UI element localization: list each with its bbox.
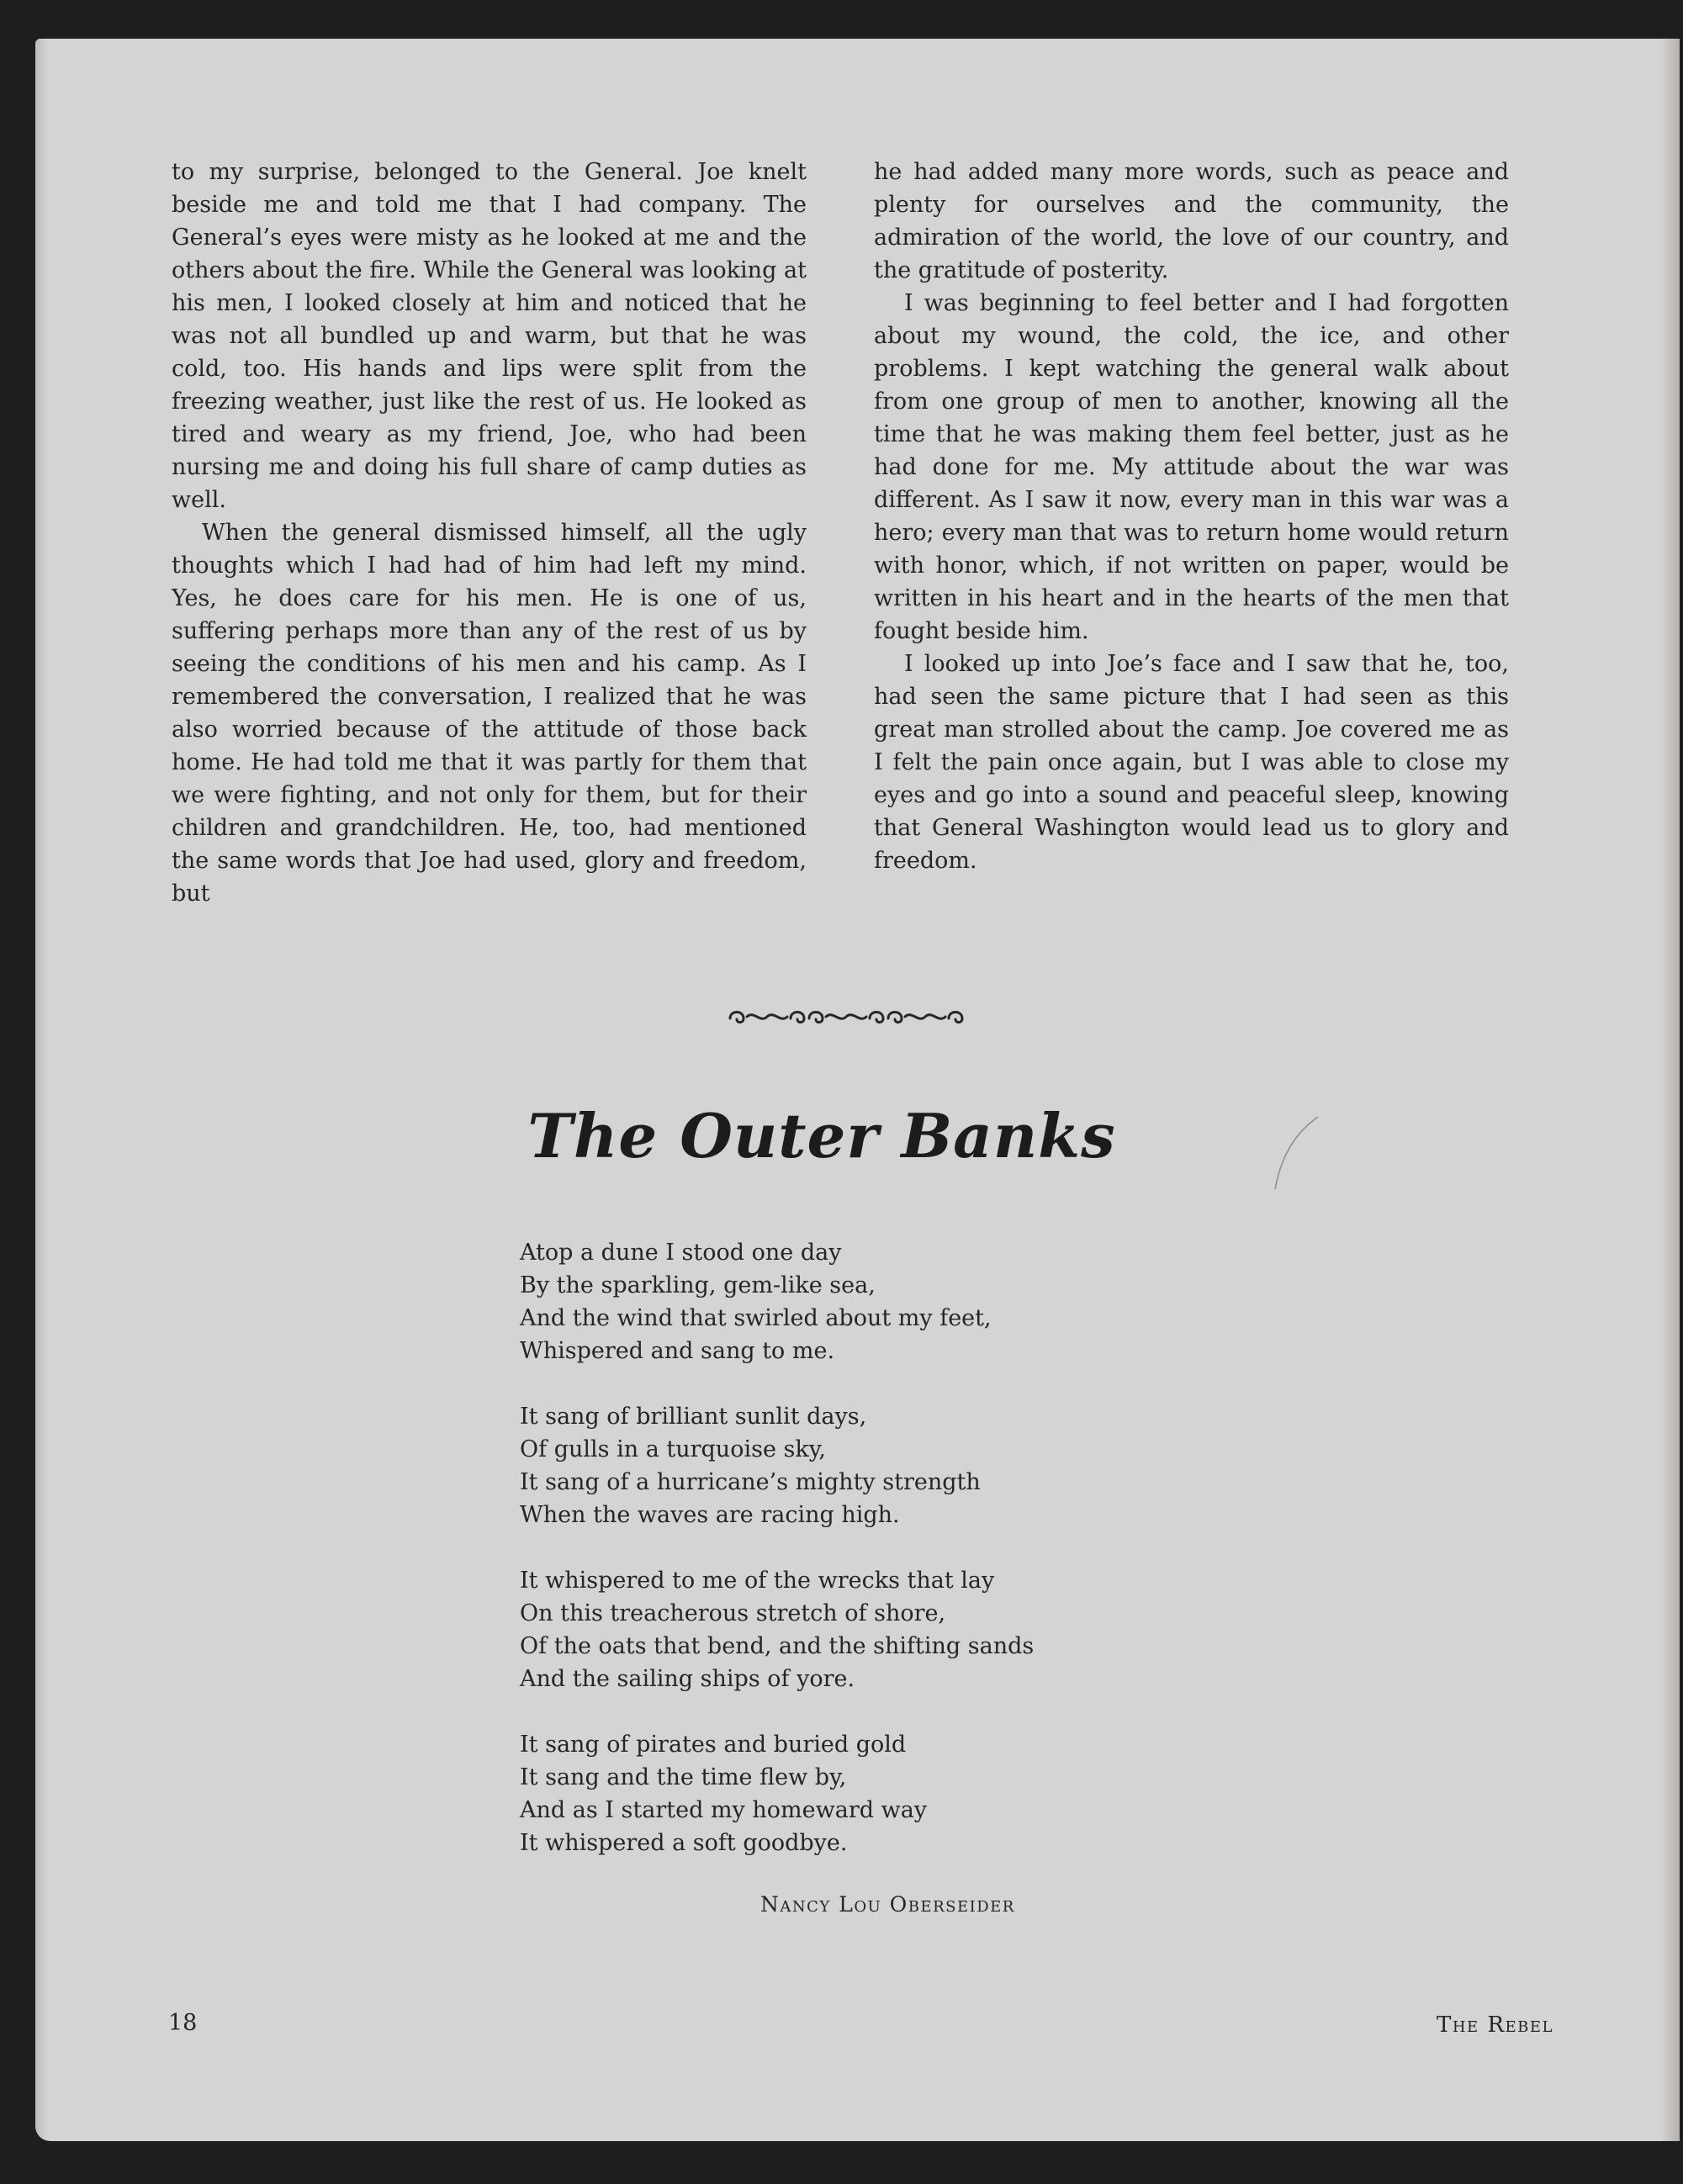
poem-stanza (520, 1728, 1193, 1859)
left-column (172, 156, 807, 910)
poem-author: Nancy Lou Oberseider (760, 1892, 1015, 1917)
scroll-ornament-icon (722, 1000, 1008, 1034)
poem-line: It whispered to me of the wrecks that lay (520, 1568, 995, 1594)
paragraph: to my surprise, belonged to the General. Joe knelt beside me and told me that I had company. The General’s eyes were misty as he looked at me and the others about the fire. While the General was looking at his men, I looked closely at him and noticed that he was not all bundled up and warm, but that he was cold, too. His hands and lips were split from the freezing weather, just like the rest of us. He looked as tired and weary as my friend, Joe, who had been nursing me and doing his full share of camp duties as well. (172, 159, 807, 513)
poem-line: It sang of pirates and buried gold (520, 1732, 907, 1758)
poem-line: Whispered and sang to me. (520, 1338, 835, 1364)
poem-line: On this treacherous stretch of shore, (520, 1600, 946, 1626)
poem-line: And the sailing ships of yore. (520, 1666, 855, 1692)
poem-line: It whispered a soft goodbye. (520, 1830, 848, 1856)
poem-line: By the sparkling, gem-like sea, (520, 1272, 876, 1298)
poem-stanza (520, 1236, 1193, 1367)
page-number: 18 (168, 2010, 198, 2036)
staple (1664, 1048, 1670, 1108)
poem-line: And as I started my homeward way (520, 1797, 928, 1823)
pencil-mark (1272, 1115, 1322, 1191)
paragraph: I looked up into Joe’s face and I saw that he, too, had seen the same picture that I had seen as this great man strolled about the camp. Joe covered me as I felt the pain once again, but I was able to close my eyes and go into a sound and peaceful sleep, knowing that General Washington would lead us to glory and freedom. (874, 651, 1509, 874)
poem (520, 1236, 1193, 1892)
poem-stanza (520, 1564, 1193, 1695)
poem-line: It sang and the time flew by, (520, 1764, 847, 1790)
magazine-title: The Rebel (1437, 2012, 1553, 2038)
poem-line: Atop a dune I stood one day (520, 1240, 842, 1266)
poem-stanza (520, 1400, 1193, 1531)
staple (1664, 505, 1670, 565)
poem-line: Of gulls in a turquoise sky, (520, 1436, 826, 1462)
poem-line: When the waves are racing high. (520, 1502, 900, 1528)
magazine-page (35, 39, 1680, 2141)
paragraph: he had added many more words, such as peace and plenty for ourselves and the community, the admiration of the world, the love of our country, and the gratitude of posterity. (874, 159, 1509, 283)
paragraph: When the general dismissed himself, all the ugly thoughts which I had had of him had left my mind. Yes, he does care for his men. He is one of us, suffering perhaps more than any of the rest of us by seeing the conditions of his men and his camp. As I remembered the conversation, I realized that he was also worried because of the attitude of those back home. He had told me that it was partly for them that we were fighting, and not only for them, but for their children and grandchildren. He, too, had mentioned the same words that Joe had used, glory and freedom, but (172, 520, 807, 907)
paragraph: I was beginning to feel better and I had forgotten about my wound, the cold, the ice, and other problems. I kept watching the general walk about from one group of men to another, knowing all the time that he was making them feel better, just as he had done for me. My attitude about the war was different. As I saw it now, every man in this war was a hero; every man that was to return home would return with honor, which, if not written on paper, would be written in his heart and in the hearts of the men that fought beside him. (874, 290, 1509, 644)
poem-line: It sang of a hurricane’s mighty strength (520, 1469, 981, 1495)
poem-line: It sang of brilliant sunlit days, (520, 1404, 867, 1430)
poem-line: And the wind that swirled about my feet, (520, 1305, 992, 1331)
staple (1664, 1529, 1670, 1589)
right-column (874, 156, 1509, 877)
poem-title: The Outer Banks (527, 1100, 1116, 1171)
poem-line: Of the oats that bend, and the shifting sands (520, 1633, 1035, 1659)
